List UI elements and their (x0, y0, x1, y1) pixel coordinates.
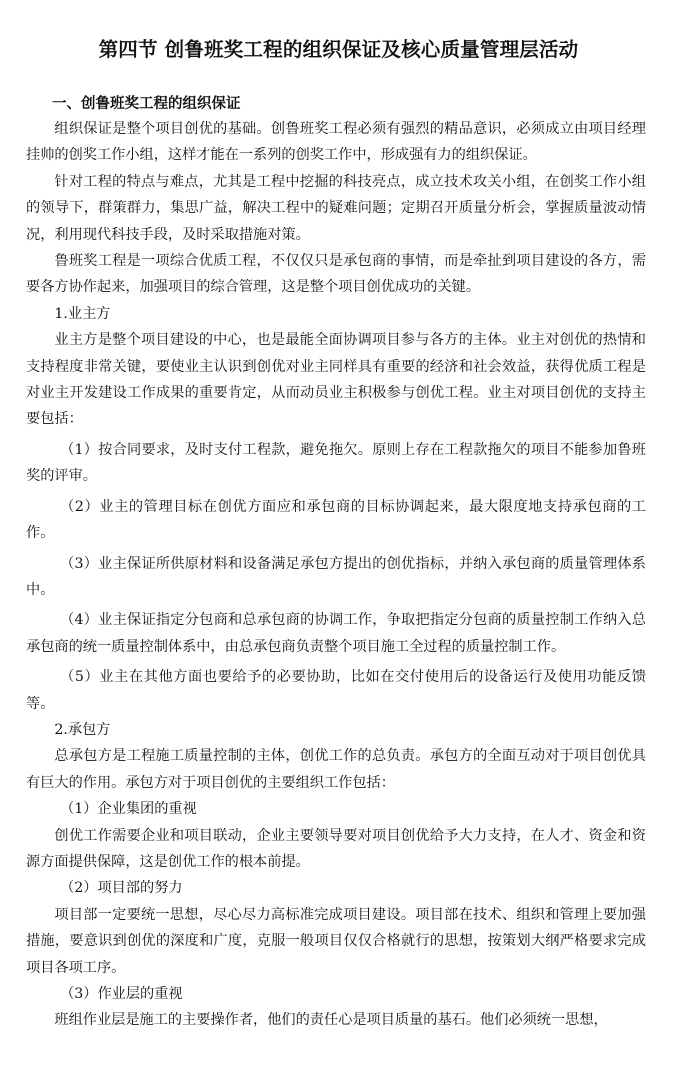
list-heading: （1）企业集团的重视 (60, 801, 197, 818)
paragraph: 班组作业层是施工的主要操作者，他们的责任心是项目质量的基石。他们必须统一思想， (54, 1012, 608, 1029)
subheading-contractor: 2.承包方 (54, 721, 111, 738)
paragraph: 总承包方是工程施工质量控制的主体，创优工作的总负责。承包方的全面互动对于项目创优具有巨大的作用。承包方对于项目创优的主要组织工作包括： (26, 748, 646, 791)
paragraph: 针对工程的特点与难点，尤其是工程中挖掘的科技亮点，成立技术攻关小组，在创奖工作小组的领导下，群策群力，集思广益，解决工程中的疑难问题；定期召开质量分析会，掌握质量波动情况，利用现代科技手段，及时采取措施对策。 (26, 173, 646, 243)
list-item: （2）业主的管理目标在创优方面应和承包商的目标协调起来，最大限度地支持承包商的工作。 (26, 498, 646, 542)
list-item: （1）按合同要求，及时支付工程款，避免拖欠。原则上存在工程款拖欠的项目不能参加鲁班奖的评审。 (26, 441, 646, 485)
list-item: （5）业主在其他方面也要给予的必要协助，比如在交付使用后的设备运行及使用功能反馈等。 (26, 669, 646, 712)
document-body (26, 116, 646, 1034)
paragraph: 创优工作需要企业和项目联动，企业主要领导要对项目创优给予大力支持，在人才、资金和资源方面提供保障，这是创优工作的根本前提。 (26, 827, 646, 870)
paragraph: 业主方是整个项目建设的中心，也是最能全面协调项目参与各方的主体。业主对创优的热情和支持程度非常关键，要使业主认识到创优对业主同样具有重要的经济和社会效益，获得优质工程是对业主开发建设工作成果的重要肯定，从而动员业主积极参与创优工程。业主对项目创优的支持主要包括： (26, 332, 646, 428)
list-item: （4）业主保证指定分包商和总承包商的协调工作，争取把指定分包商的质量控制工作纳入总承包商的统一质量控制体系中，由总承包商负责整个项目施工全过程的质量控制工作。 (26, 612, 646, 655)
paragraph: 鲁班奖工程是一项综合优质工程，不仅仅只是承包商的事情，而是牵扯到项目建设的各方，需要各方协作起来，加强项目的综合管理，这是整个项目创优成功的关键。 (26, 253, 646, 296)
subheading-owner: 1.业主方 (54, 305, 111, 322)
page-title: 第四节 创鲁班奖工程的组织保证及核心质量管理层活动 (98, 38, 579, 61)
list-item: （3）业主保证所供原材料和设备满足承包方提出的创优指标，并纳入承包商的质量管理体系中。 (26, 555, 646, 598)
paragraph: 组织保证是整个项目创优的基础。创鲁班奖工程必须有强烈的精品意识，必须成立由项目经理挂帅的创奖工作小组，这样才能在一系列的创奖工作中，形成强有力的组织保证。 (26, 121, 646, 164)
section-heading: 一、创鲁班奖工程的组织保证 (52, 96, 241, 112)
paragraph: 项目部一定要统一思想，尽心尽力高标准完成项目建设。项目部在技术、组织和管理上要加强措施，要意识到创优的深度和广度，克服一般项目仅仅合格就行的思想，按策划大纲严格要求完成项目各项工序。 (26, 906, 646, 976)
list-heading: （3）作业层的重视 (60, 986, 183, 1002)
list-heading: （2）项目部的努力 (60, 880, 183, 897)
